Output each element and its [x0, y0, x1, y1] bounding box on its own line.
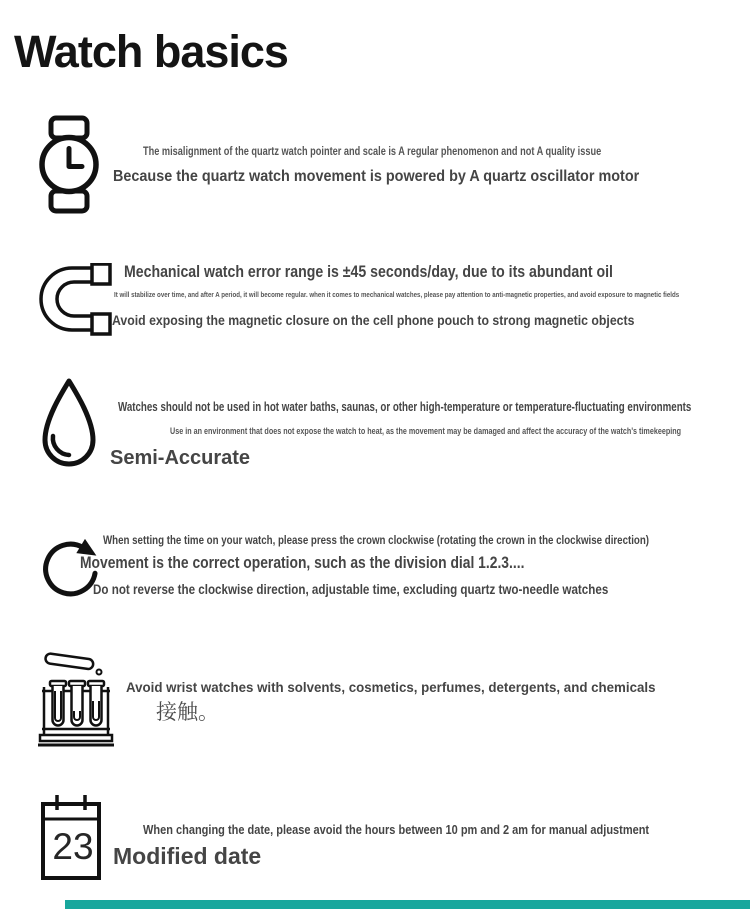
semi-accurate-heading: Semi-Accurate [110, 447, 251, 469]
calendar-day-number: 23 [52, 826, 94, 867]
water-drop-icon [41, 378, 97, 476]
crown-clockwise-note: When setting the time on your watch, please press the crown clockwise (rotating the crown in the clockwise direction) [103, 533, 650, 547]
bottom-accent-bar [65, 900, 750, 909]
chemicals-warning-text: Avoid wrist watches with solvents, cosmetics, perfumes, detergents, and chemicals [126, 679, 656, 695]
no-reverse-text: Do not reverse the clockwise direction, adjustable time, excluding quartz two-needle watches [93, 581, 609, 597]
date-change-note: When changing the date, please avoid the hours between 10 pm and 2 am for manual adjustment [143, 823, 650, 837]
heat-warning-text: Watches should not be used in hot water baths, saunas, or other high-temperature or temperature-fluctuating environments [118, 400, 692, 414]
quartz-movement-heading: Because the quartz watch movement is powered by A quartz oscillator motor [113, 168, 640, 185]
page-title: Watch basics [14, 26, 288, 77]
movement-operation-heading: Movement is the correct operation, such as the division dial 1.2.3.... [80, 554, 525, 572]
magnet-icon [36, 263, 116, 337]
magnet-avoid-text: Avoid exposing the magnetic closure on the cell phone pouch to strong magnetic objects [112, 313, 635, 328]
magnet-stabilize-note: It will stabilize over time, and after A period, it will become regular. when it comes to mechanical watches, please pay attention to anti-magnetic properties, and avoid exposure to magnetic fields [114, 290, 680, 299]
magnet-error-heading: Mechanical watch error range is ±45 seconds/day, due to its abundant oil [124, 262, 613, 281]
chinese-contact-text: 接触。 [156, 701, 219, 724]
quartz-misalignment-note: The misalignment of the quartz watch pointer and scale is A regular phenomenon and not A quality issue [143, 146, 602, 158]
modified-date-heading: Modified date [113, 843, 262, 869]
wristwatch-icon [38, 115, 100, 214]
heat-usage-note: Use in an environment that does not expose the watch to heat, as the movement may be damaged and affect the accuracy of the watch's timekeeping [170, 426, 682, 436]
test-tubes-icon [38, 645, 114, 749]
